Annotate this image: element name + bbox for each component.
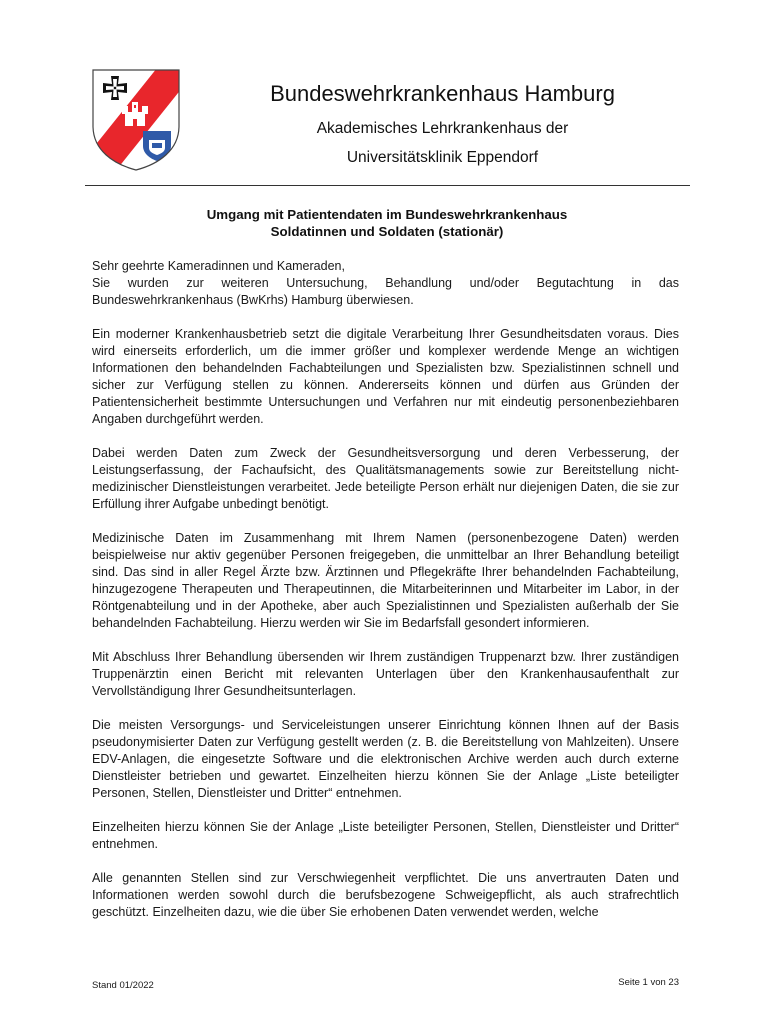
footer-page-number: Seite 1 von 23 — [618, 977, 679, 988]
hospital-name: Bundeswehrkrankenhaus Hamburg — [270, 81, 615, 106]
paragraph-details-annex: Einzelheiten hierzu können Sie der Anlage „Liste beteiligter Personen, Stellen, Dienstleister und Dritter“ entnehmen. — [92, 820, 679, 851]
footer-date: Stand 01/2022 — [92, 980, 154, 991]
document-title — [92, 206, 682, 240]
paragraph-digital-processing: Ein moderner Krankenhausbetrieb setzt die digitale Verarbeitung Ihrer Gesundheitsdaten voraus. Dies wird einerseits erforderlich, um die immer größer und komplexer werdende Menge an wichtigen Informationen den behandelnden Fachabteilungen und Spezialisten bzw. Spezialistinnen schnell und sicher zur Verfügung stellen zu können. Andererseits können und dürfen aus Gründen der Patientensicherheit bestimmte Untersuchungen und Verfahren nur mit eindeutig personenbeziehbaren Angaben durchgeführt werden. — [92, 327, 679, 426]
paragraph-medical-data: Medizinische Daten im Zusammenhang mit Ihrem Namen (personenbezogene Daten) werden beispielweise nur aktiv gegenüber Personen freigegeben, die unmittelbar an Ihrer Behandlung beteiligt sind. Das sind in aller Regel Ärzte bzw. Ärztinnen und Pflegekräfte Ihrer behandelnden Fachabteilung, hinzugezogene Therapeuten und Therapeutinnen, die Mitarbeiterinnen und Mitarbeiter im Labor, in der Röntgenabteilung und in der Apotheke, aber auch Spezialistinnen und Spezialisten außerhalb der Sie behandelnden Fachabteilung. Hierzu werden wir Sie im Bedarfsfall gesondert informieren. — [92, 531, 679, 630]
document-title-line1: Umgang mit Patientendaten im Bundeswehrkrankenhaus — [206, 207, 568, 222]
paragraph-data-purposes: Dabei werden Daten zum Zweck der Gesundheitsversorgung und deren Verbesserung, der Leistungserfassung, der Fachaufsicht, des Qualitätsmanagements sowie zur Bereitstellung nicht-medizinischer Dienstleistungen verarbeitet. Jede beteiligte Person erhält nur diejenigen Daten, die sie zur Erfüllung ihrer Aufgabe unbedingt benötigt. — [92, 446, 679, 511]
header-divider — [85, 185, 690, 186]
greeting-line3: Bundeswehrkrankenhaus (BwKrhs) Hamburg überwiesen. — [92, 293, 414, 307]
greeting-salutation: Sehr geehrte Kameradinnen und Kameraden, — [92, 259, 345, 273]
greeting-paragraph — [92, 258, 679, 309]
paragraph-discharge-report: Mit Abschluss Ihrer Behandlung übersenden wir Ihrem zuständigen Truppenarzt bzw. Ihrer zuständigen Truppenärztin einen Bericht mit relevanten Unterlagen über den Krankenhausaufenthalt zur Vervollständigung Ihrer Gesundheitsunterlagen. — [92, 650, 679, 698]
paragraph-confidentiality: Alle genannten Stellen sind zur Verschwiegenheit verpflichtet. Die uns anvertrauten Daten und Informationen werden sowohl durch die berufsbezogene Schweigepflicht, als auch strafrechtlich geschützt. Einzelheiten dazu, wie die über Sie erhobenen Daten verwendet werden, welche — [92, 871, 679, 919]
greeting-line2: Sie wurden zur weiteren Untersuchung, Behandlung und/oder Begutachtung in das — [92, 276, 679, 290]
document-title-line2: Soldatinnen und Soldaten (stationär) — [270, 224, 504, 239]
subtitle-line2: Universitätsklinik Eppendorf — [346, 149, 539, 166]
document-body — [92, 258, 679, 938]
paragraph-service-providers: Die meisten Versorgungs- und Serviceleistungen unserer Einrichtung können Ihnen auf der Basis pseudonymisierter Daten zur Verfügung gestellt werden (z. B. die Bereitstellung von Mahlzeiten). Unsere EDV-Anlagen, die eingesetzte Software und die elektronischen Archive werden auch durch externe Dienstleister betrieben und gewartet. Einzelheiten hierzu können Sie der Anlage „Liste beteiligter Personen, Stellen, Dienstleister und Dritter“ entnehmen. — [92, 718, 679, 800]
hospital-crest-logo — [91, 68, 181, 172]
subtitle-line1: Akademisches Lehrkrankenhaus der — [316, 120, 569, 137]
